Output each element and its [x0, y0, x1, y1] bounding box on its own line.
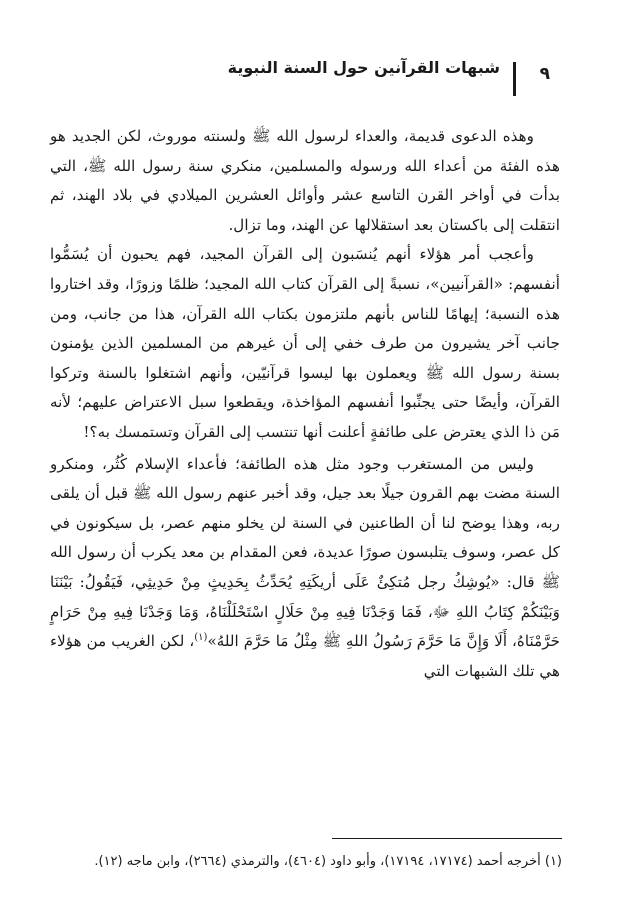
body-text — [50, 122, 560, 686]
paragraph-2: وأعجب أمر هؤلاء أنهم يُنسَبون إلى القرآن المجيد، فهم يحبون أن يُسَمُّوا أنفسهم: «القرآنيين»، نسبةً إلى القرآن كتاب الله المجيد؛ ظلمًا وزورًا، وقد اختاروا هذه النسبة؛ إيهامًا للناس بأنهم ملتزمون بكتاب الله القرآن، هذا من جانب، ومن جانب آخر يشيرون من طرف خفي إلى أن غيرهم من المسلمين الذين يؤمنون بسنة رسول الله ﷺ ويعملون بها ليسوا قرآنيّين، وأنهم اشتغلوا بالسنة وتركوا القرآن، وأيضًا حتى يجنِّبوا أنفسهم المؤاخذة، ويقطعوا سبل الاعتراض عليهم؛ لأنه مَن ذا الذي يعترض على طائفةٍ أعلنت أنها تنتسب إلى القرآن وتستمسك به؟! — [50, 245, 560, 441]
running-title: شبهات القرآنين حول السنة النبوية — [227, 58, 500, 77]
page-number: ٩ — [539, 64, 550, 84]
footnote: (١) أخرجه أحمد (١٧١٧٤، ١٧١٩٤)، وأبو داود (٤٦٠٤)، والترمذي (٢٦٦٤)، وابن ماجه (١٢). — [94, 854, 562, 869]
paragraph-3-tail: ، لكن الغريب من هؤلاء هي تلك الشبهات التي — [50, 632, 560, 680]
footnote-reference: (١) — [194, 632, 208, 644]
footnote-divider — [332, 838, 562, 839]
header-divider — [513, 62, 516, 96]
paragraph-1: وهذه الدعوى قديمة، والعداء لرسول الله ﷺ ولسنته موروث، لكن الجديد هو هذه الفئة من أعداء الله ورسوله والمسلمين، منكري سنة رسول الله ﷺ، التي بدأت في أواخر القرن التاسع عشر وأوائل العشرين الميلادي في بلاد الهند، ثم انتقلت إلى باكستان بعد استقلالها عن الهند، وما تزال. — [50, 127, 560, 234]
paragraph-3 — [50, 450, 560, 687]
hadith-text: وليس من المستغرب وجود مثل هذه الطائفة؛ فأعداء الإسلام كُثُر، ومنكرو السنة مضت بهم القرون جيلًا بعد جيل، وقد أخبر عنهم رسول الله ﷺ قبل أن يلقى ربه، وهذا يوضح لنا أن الطاعنين في السنة لن يخلو منهم عصر، بل سيكونون في كل عصر، وسوف يتلبسون صورًا عديدة، فعن المقدام بن معد يكرب أن رسول الله ﷺ قال: «يُوشِكُ رجل مُتكِئٌ عَلَى أريكَتِهِ يُحَدِّثُ بِحَدِيثٍ مِنْ حَدِيثِي، فَيَقُولُ: بَيْنَنَا وَبَيْنَكُمْ كِتَابُ اللهِ ﷻ، فَمَا وَجَدْنَا فِيهِ مِنْ حَلَالٍ اسْتَحْلَلْنَاهُ، وَمَا وَجَدْنَا فِيهِ مِنْ حَرَامٍ حَرَّمْنَاهُ، أَلَا وَإِنَّ مَا حَرَّمَ رَسُولُ اللهِ ﷺ مِثْلُ مَا حَرَّمَ اللهُ» — [50, 454, 560, 651]
